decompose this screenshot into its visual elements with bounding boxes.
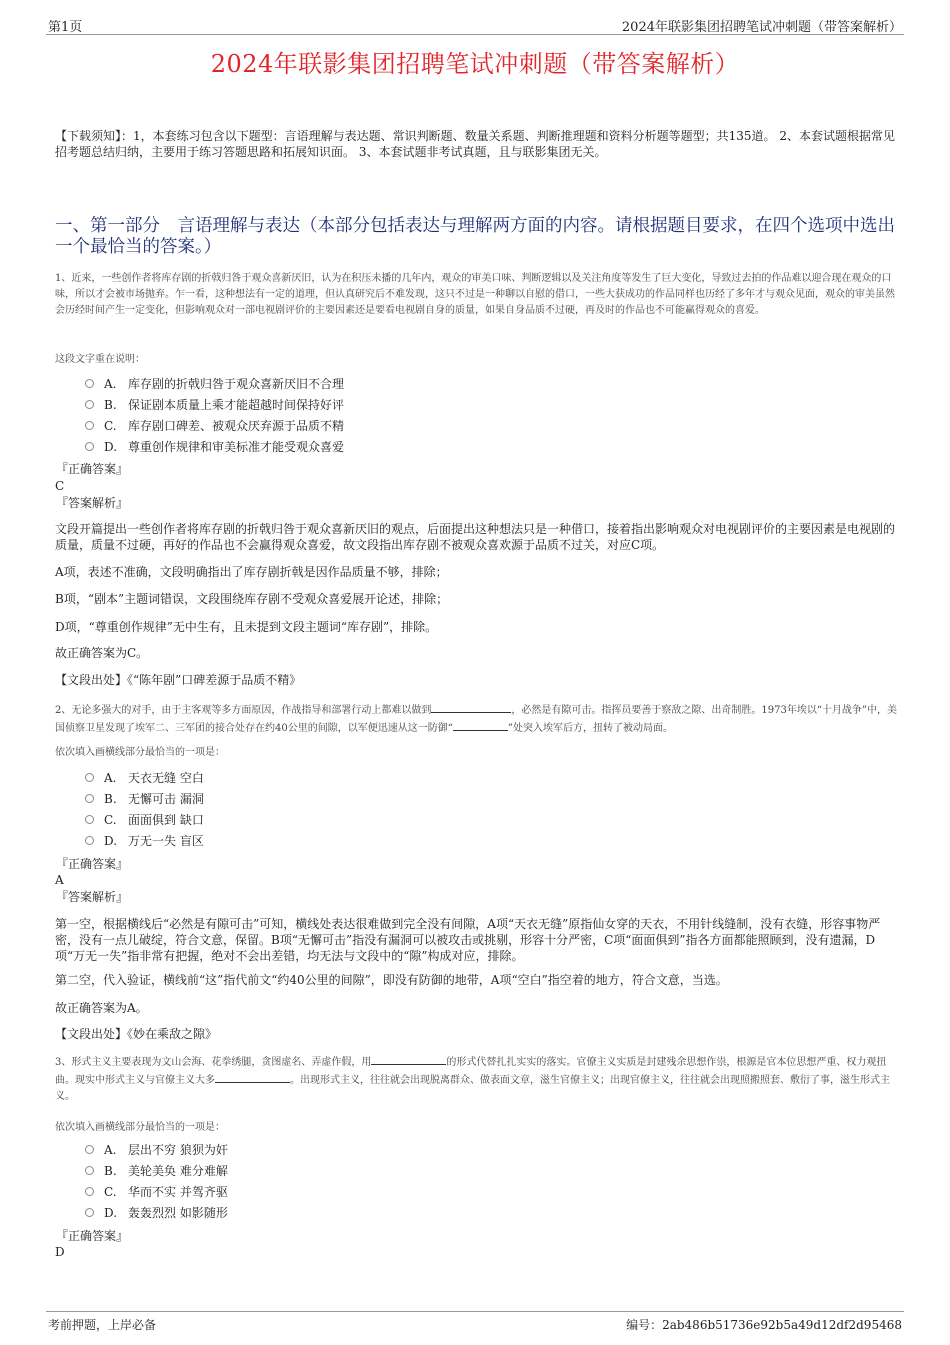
source-citation: 【文段出处】《“陈年剧”口碑差源于品质不精》 [55, 673, 302, 687]
question-1-options [85, 374, 344, 458]
fill-blank [453, 719, 508, 731]
radio-icon[interactable] [85, 836, 94, 845]
option-a[interactable]: A. 库存剧的折戟归咎于观众喜新厌旧不合理 [85, 374, 344, 395]
fill-blank [371, 1053, 446, 1065]
analysis-conclusion: 故正确答案为C。 [55, 646, 149, 660]
question-2-stem: 2、无论多强大的对手，由于主客观等多方面原因，作战指导和部署行动上都难以做到 ，必然是有隙可击。指挥员要善于察敌之隙、出奇制胜。1973年埃以“十月战争”中，美国侦察卫星发现了埃军二、三军团的接合处存在约40公里的间隙，以军便迅速从这一防御“ ”处突入埃军后方，扭转了被动局面。 [55, 701, 898, 737]
correct-answer-label: 『正确答案』 [56, 462, 129, 476]
page-footer [46, 1311, 904, 1332]
analysis-paragraph: 第二空，代入验证，横线前“这”指代前文“约40公里的间隙”，即没有防御的地带，A项“空白”指空着的地方，符合文意，当选。 [55, 973, 728, 987]
page-number: 第1页 [48, 20, 83, 35]
correct-answer-label: 『正确答案』 [56, 1229, 129, 1243]
analysis-paragraph: B项，“剧本”主题词错误，文段围绕库存剧不受观众喜爱展开论述，排除； [55, 592, 449, 606]
footer-slogan: 考前押题，上岸必备 [48, 1318, 157, 1332]
radio-icon[interactable] [85, 379, 94, 388]
radio-icon[interactable] [85, 773, 94, 782]
option-a[interactable]: A. 层出不穷 狼狈为奸 [85, 1140, 228, 1161]
question-1-prompt: 这段文字重在说明： [55, 354, 145, 365]
correct-answer-value: A [55, 873, 64, 887]
analysis-label: 『答案解析』 [56, 890, 129, 904]
option-b[interactable]: B. 无懈可击 漏洞 [85, 789, 204, 810]
question-1-stem: 1、近来，一些创作者将库存剧的折戟归咎于观众喜新厌旧，认为在积压未播的几年内，观众的审美口味、判断逻辑以及关注角度等发生了巨大变化，导致过去拍的作品难以迎合现在观众的口味，所以才会被市场抛弃。乍一看，这种想法有一定的道理，但认真研究后不难发现，这只不过是一种聊以自慰的借口，一些大获成功的作品同样也历经了多年才与观众见面，观众的审美虽然会历经时间产生一定变化，但影响观众对一部电视剧评价的主要因素还是要看电视剧自身的质量，如果自身品质不过硬，再及时的作品也不可能赢得观众的喜爱。 [55, 273, 895, 316]
fill-blank [431, 701, 511, 713]
radio-icon[interactable] [85, 442, 94, 451]
section-heading: 一、第一部分 言语理解与表达（本部分包括表达与理解两方面的内容。请根据题目要求，在四个选项中选出一个最恰当的答案。） [55, 216, 895, 257]
question-3-stem: 3、形式主义主要表现为文山会海、花拳绣腿，贪图虚名、弄虚作假，用 的形式代替扎扎实实的落实。官僚主义实质是封建残余思想作祟，根源是官本位思想严重、权力观扭曲。现实中形式主义与官僚主义大多 。出现形式主义，往往就会出现脱离群众、做表面文章，滋生官僚主义；出现官僚主义，往往就会出现照搬照套、敷衍了事，滋生形式主义。 [55, 1053, 898, 1105]
option-c[interactable]: C. 库存剧口碑差、被观众厌弃源于品质不精 [85, 416, 344, 437]
fill-blank [215, 1071, 290, 1083]
radio-icon[interactable] [85, 794, 94, 803]
radio-icon[interactable] [85, 421, 94, 430]
question-3-options [85, 1140, 228, 1224]
option-b[interactable]: B. 美轮美奂 难分难解 [85, 1161, 228, 1182]
source-citation: 【文段出处】《妙在乘敌之隙》 [55, 1027, 218, 1041]
analysis-conclusion: 故正确答案为A。 [55, 1001, 148, 1015]
option-d[interactable]: D. 万无一失 盲区 [85, 831, 204, 852]
analysis-paragraph: 文段开篇提出一些创作者将库存剧的折戟归咎于观众喜新厌旧的观点，后面提出这种想法只是一种借口，接着指出影响观众对电视剧评价的主要因素是电视剧的质量，质量不过硬，再好的作品也不会赢得观众喜爱，故文段指出库存剧不被观众喜欢源于品质不过关，对应C项。 [55, 522, 896, 552]
analysis-label: 『答案解析』 [56, 496, 129, 510]
analysis-paragraph: 第一空，根据横线后“必然是有隙可击”可知，横线处表达很难做到完全没有间隙，A项“天衣无缝”原指仙女穿的天衣，不用针线缝制，没有衣缝，形容事物严密，没有一点儿破绽，符合文意，保留。B项“无懈可击”指没有漏洞可以被攻击或挑剔，形容十分严密，C项“面面俱到”指各方面都能照顾到，没有遗漏，D项“万无一失”指非常有把握，绝对不会出差错，均无法与文段中的“隙”构成对应，排除。 [55, 917, 881, 963]
radio-icon[interactable] [85, 400, 94, 409]
option-b[interactable]: B. 保证剧本质量上乘才能超越时间保持好评 [85, 395, 344, 416]
radio-icon[interactable] [85, 1145, 94, 1154]
correct-answer-label: 『正确答案』 [56, 857, 129, 871]
download-notice: 【下载须知】：1，本套练习包含以下题型：言语理解与表达题、常识判断题、数量关系题、判断推理题和资料分析题等题型；共135道。 2、本套试题根据常见招考题总结归纳，主要用于练习答题思路和拓展知识面。 3、本套试题非考试真题，且与联影集团无关。 [55, 129, 895, 159]
analysis-paragraph: D项，“尊重创作规律”无中生有，且未提到文段主题词“库存剧”，排除。 [55, 620, 438, 634]
page-header [46, 14, 904, 35]
question-2-options [85, 768, 204, 852]
option-c[interactable]: C. 华而不实 并驾齐驱 [85, 1182, 228, 1203]
option-d[interactable]: D. 轰轰烈烈 如影随形 [85, 1203, 228, 1224]
document-id: 编号：2ab486b51736e92b5a49d12df2d95468 [626, 1318, 902, 1332]
page-title: 2024年联影集团招聘笔试冲刺题（带答案解析） [210, 50, 740, 78]
radio-icon[interactable] [85, 1166, 94, 1175]
question-2-prompt: 依次填入画横线部分最恰当的一项是： [55, 747, 225, 758]
option-d[interactable]: D. 尊重创作规律和审美标准才能受观众喜爱 [85, 437, 344, 458]
option-c[interactable]: C. 面面俱到 缺口 [85, 810, 204, 831]
radio-icon[interactable] [85, 815, 94, 824]
radio-icon[interactable] [85, 1187, 94, 1196]
option-a[interactable]: A. 天衣无缝 空白 [85, 768, 204, 789]
radio-icon[interactable] [85, 1208, 94, 1217]
header-doc-title: 2024年联影集团招聘笔试冲刺题（带答案解析） [621, 20, 902, 35]
question-3-prompt: 依次填入画横线部分最恰当的一项是： [55, 1122, 225, 1133]
correct-answer-value: D [55, 1245, 65, 1259]
analysis-paragraph: A项，表述不准确，文段明确指出了库存剧折戟是因作品质量不够，排除； [55, 565, 448, 579]
correct-answer-value: C [55, 479, 65, 493]
